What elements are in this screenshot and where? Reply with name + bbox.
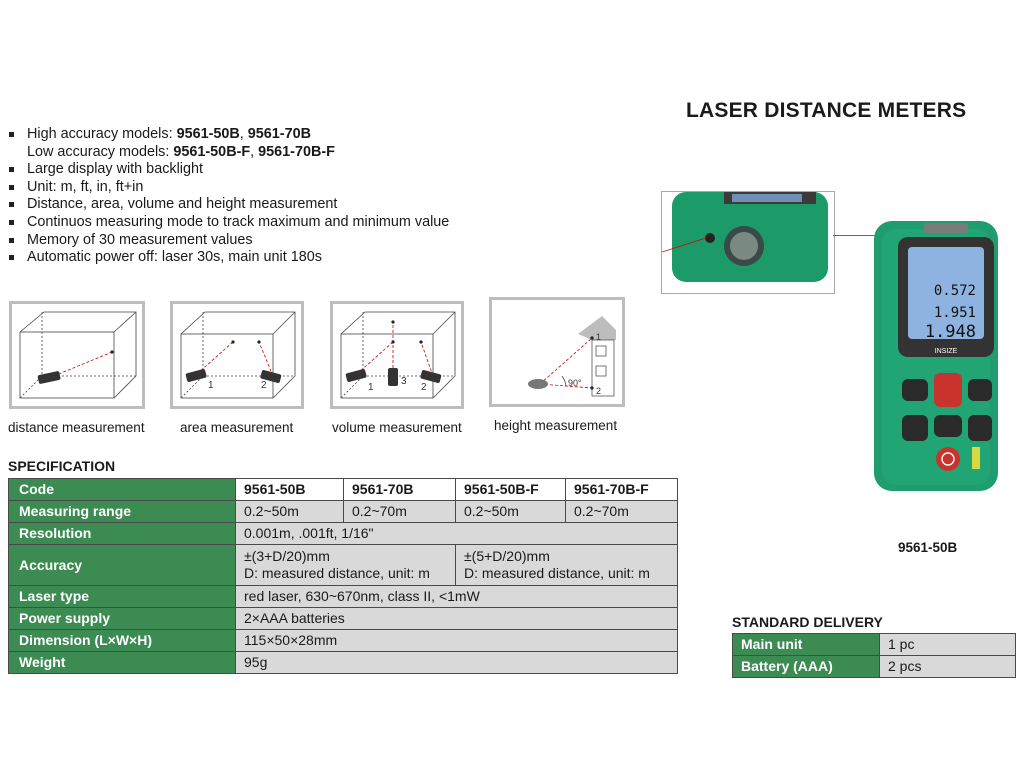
volume-measurement-illustration	[330, 301, 464, 409]
range-value: 0.2~50m	[236, 501, 344, 523]
table-row	[733, 656, 1016, 678]
distance-caption: distance measurement	[8, 420, 145, 435]
weight-label: Weight	[9, 652, 236, 674]
screen-line: 1.948	[924, 322, 976, 342]
feature-item: High accuracy models: 9561-50B, 9561-70B	[8, 126, 449, 144]
code-label: Code	[9, 479, 236, 501]
height-mark: 1	[596, 332, 602, 342]
range-value: 0.2~50m	[456, 501, 566, 523]
height-caption: height measurement	[494, 418, 618, 433]
feature-item: Continuos measuring mode to track maximum and minimum value	[8, 214, 449, 232]
power-label: Power supply	[9, 608, 236, 630]
feature-item: Automatic power off: laser 30s, main unit 180s	[8, 249, 449, 267]
volume-caption: volume measurement	[332, 420, 462, 435]
height-mark: 90°	[568, 378, 582, 388]
brand-text: INSIZE	[934, 348, 958, 355]
device-closeup-photo	[661, 191, 835, 294]
table-row	[733, 634, 1016, 656]
screen-line: 0.572	[933, 283, 976, 299]
dimension-value: 115×50×28mm	[236, 630, 678, 652]
screen-line: 1.951	[933, 305, 976, 321]
model-header: 9561-50B	[236, 479, 344, 501]
accuracy-label: Accuracy	[9, 545, 236, 586]
feature-list	[8, 126, 449, 267]
feature-item: Memory of 30 measurement values	[8, 232, 449, 250]
feature-item: Unit: m, ft, in, ft+in	[8, 179, 449, 197]
laser-label: Laser type	[9, 586, 236, 608]
table-row	[9, 501, 678, 523]
device-model-label: 9561-50B	[898, 540, 958, 555]
range-value: 0.2~70m	[566, 501, 678, 523]
range-value: 0.2~70m	[344, 501, 456, 523]
accuracy-high-value: ±(3+D/20)mm D: measured distance, unit: m	[236, 545, 456, 586]
table-row	[9, 630, 678, 652]
range-label: Measuring range	[9, 501, 236, 523]
model-header: 9561-70B	[344, 479, 456, 501]
feature-item: Distance, area, volume and height measurement	[8, 196, 449, 214]
area-mark: 2	[261, 380, 267, 391]
laser-line	[833, 235, 875, 236]
delivery-heading: STANDARD DELIVERY	[732, 614, 883, 630]
table-row	[9, 652, 678, 674]
laser-value: red laser, 630~670nm, class II, <1mW	[236, 586, 678, 608]
delivery-table	[732, 633, 1016, 678]
accuracy-low-value: ±(5+D/20)mm D: measured distance, unit: m	[456, 545, 678, 586]
feature-item: Large display with backlight	[8, 161, 449, 179]
model-header: 9561-50B-F	[456, 479, 566, 501]
device-photo	[872, 219, 1000, 493]
dimension-label: Dimension (L×W×H)	[9, 630, 236, 652]
delivery-item-value: 1 pc	[880, 634, 1016, 656]
table-row	[9, 608, 678, 630]
table-row	[9, 545, 678, 586]
area-caption: area measurement	[180, 420, 294, 435]
table-row	[9, 479, 678, 501]
specification-heading: SPECIFICATION	[8, 458, 116, 474]
volume-mark: 2	[421, 382, 427, 393]
area-mark: 1	[208, 380, 214, 391]
specification-table	[8, 478, 678, 674]
resolution-label: Resolution	[9, 523, 236, 545]
table-row	[9, 586, 678, 608]
delivery-item-label: Battery (AAA)	[733, 656, 880, 678]
weight-value: 95g	[236, 652, 678, 674]
distance-measurement-illustration	[9, 301, 145, 409]
model-header: 9561-70B-F	[566, 479, 678, 501]
table-row	[9, 523, 678, 545]
power-value: 2×AAA batteries	[236, 608, 678, 630]
page-title: LASER DISTANCE METERS	[686, 99, 967, 122]
delivery-item-label: Main unit	[733, 634, 880, 656]
volume-mark: 3	[401, 376, 407, 387]
height-measurement-illustration	[489, 297, 625, 407]
resolution-value: 0.001m, .001ft, 1/16"	[236, 523, 678, 545]
feature-item: Low accuracy models: 9561-50B-F, 9561-70B-F	[27, 143, 335, 160]
height-mark: 2	[596, 386, 602, 396]
volume-mark: 1	[368, 382, 374, 393]
area-measurement-illustration	[170, 301, 304, 409]
delivery-item-value: 2 pcs	[880, 656, 1016, 678]
